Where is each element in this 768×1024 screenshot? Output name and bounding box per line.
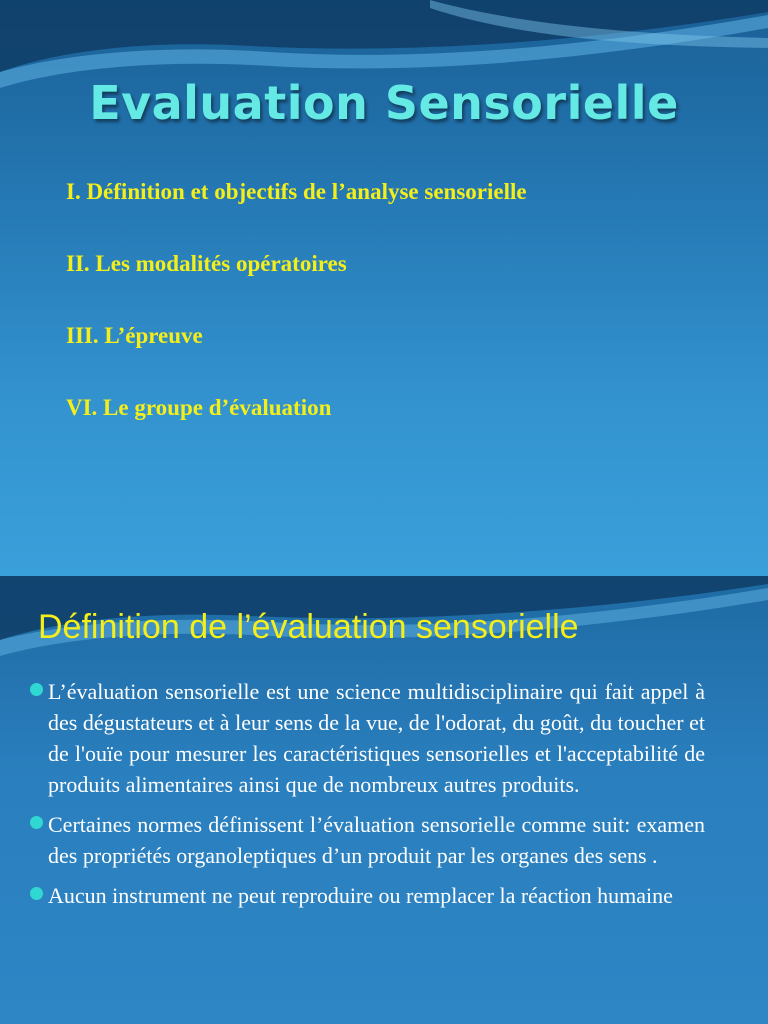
toc-item-2: II. Les modalités opératoires (66, 251, 347, 276)
toc-item-4: VI. Le groupe d’évaluation (66, 395, 332, 420)
toc-item-3: III. L’épreuve (66, 323, 203, 348)
slide-1-title: Evaluation Sensorielle (89, 76, 679, 130)
bullet-dot-icon (30, 887, 43, 900)
bullet-text: L’évaluation sensorielle est une science multidisciplinaire qui fait appel à des dégustateurs et à leur sens de la vue, de l'odorat, du goût, du toucher et de l'ouïe pour mesurer les caractéristiques sensorielles et l'acceptabilité de produits alimentaires ainsi que de nombreux autres produits. (48, 679, 705, 797)
bullet-dot-icon (30, 683, 43, 696)
table-of-contents (66, 170, 527, 458)
bullet-dot-icon (30, 816, 43, 829)
slide-2-title: Définition de l’évaluation sensorielle (38, 608, 579, 646)
bullet-text: Aucun instrument ne peut reproduire ou remplacer la réaction humaine (48, 883, 673, 908)
bullet-text: Certaines normes définissent l’évaluation sensorielle comme suit: examen des propriétés organoleptiques d’un produit par les organes des sens . (48, 812, 705, 868)
definition-bullets (30, 676, 705, 920)
bullet-item (30, 880, 705, 911)
toc-item-1: I. Définition et objectifs de l’analyse sensorielle (66, 179, 527, 204)
bullet-item (30, 809, 705, 871)
bullet-item (30, 676, 705, 800)
